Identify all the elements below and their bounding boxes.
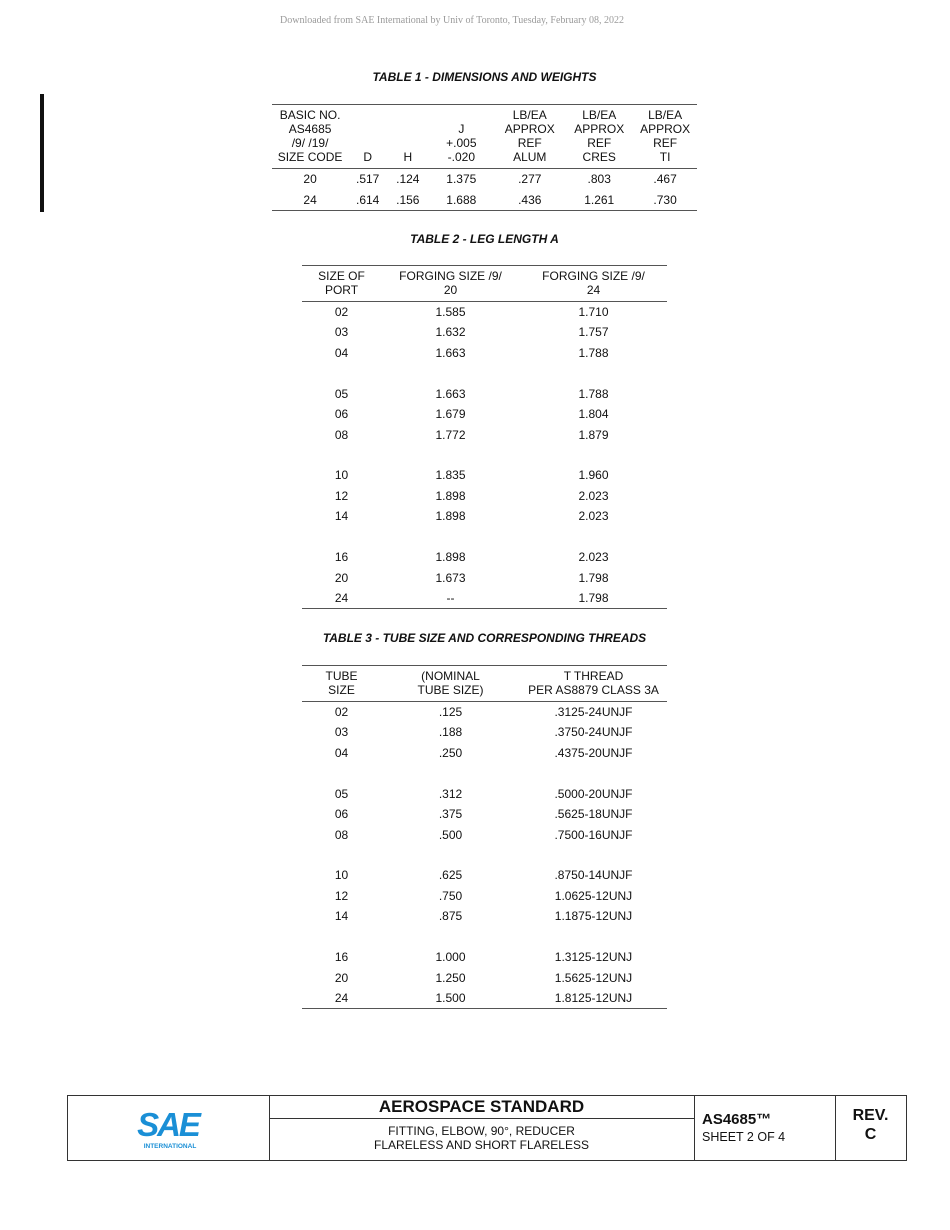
table-cell: 1.898 <box>435 488 466 503</box>
table-cell: 1.772 <box>435 427 466 442</box>
table-cell: 1.663 <box>435 345 466 360</box>
standard-label: AEROSPACE STANDARD <box>269 1096 694 1119</box>
table2-title: TABLE 2 - LEG LENGTH A <box>410 232 559 246</box>
table-cell: 06 <box>334 407 349 422</box>
table-cell: 1.673 <box>435 570 466 585</box>
table-cell: 2.023 <box>578 550 609 565</box>
table-cell: .625 <box>438 868 463 883</box>
rev-value: C <box>864 1126 877 1143</box>
sae-logo-subtext: INTERNATIONAL <box>143 1143 197 1150</box>
table-cell: .875 <box>438 909 463 924</box>
table-row <box>272 190 697 211</box>
table1-dimensions-weights <box>272 104 697 211</box>
table-cell: 1.879 <box>578 427 609 442</box>
table-cell: 24 <box>302 588 381 609</box>
table-row <box>302 886 667 906</box>
description-line-2: FLARELESS AND SHORT FLARELESS <box>374 1138 589 1152</box>
table-cell: 10 <box>334 468 349 483</box>
table-cell: 1.585 <box>435 305 466 319</box>
sheet-number: SHEET 2 OF 4 <box>702 1130 786 1144</box>
table-row <box>302 865 667 885</box>
table-cell: .4375-20UNJF <box>554 745 633 760</box>
table-row <box>302 343 667 363</box>
table-cell: 1.898 <box>435 509 466 524</box>
table1-header-size-code: BASIC NO. AS4685 /9/ /19/ SIZE CODE <box>272 105 348 169</box>
table-row <box>302 568 667 588</box>
table2-group-spacer <box>302 363 667 384</box>
table-row <box>302 425 667 445</box>
table-cell: .3125-24UNJF <box>554 705 633 719</box>
table-cell: 1.3125-12UNJ <box>554 950 633 965</box>
table-cell: 1.788 <box>578 386 609 401</box>
table3-header-thread: T THREAD PER AS8879 CLASS 3A <box>520 666 667 702</box>
table3-header-nominal: (NOMINAL TUBE SIZE) <box>381 666 520 702</box>
table-cell: 1.960 <box>578 468 609 483</box>
table-row <box>302 906 667 926</box>
table-cell: .8750-14UNJF <box>554 868 633 883</box>
table-row <box>302 743 667 763</box>
table-cell: 1.788 <box>578 345 609 360</box>
table-cell: 03 <box>334 725 349 740</box>
table-cell: 1.804 <box>578 407 609 422</box>
table-cell: 04 <box>334 345 349 360</box>
table-cell: 1.679 <box>435 407 466 422</box>
table1-header-alum: LB/EA APPROX REF ALUM <box>494 105 565 169</box>
table-cell: .5625-18UNJF <box>554 807 633 822</box>
table-row <box>302 465 667 485</box>
table-row <box>302 506 667 526</box>
table-cell: 12 <box>334 488 349 503</box>
table-cell: 03 <box>334 325 349 340</box>
title-block <box>67 1095 907 1161</box>
table-cell: 1.5625-12UNJ <box>554 970 633 985</box>
table-cell: 08 <box>334 427 349 442</box>
rev-label: REV. <box>852 1107 889 1124</box>
table-cell: .750 <box>438 888 463 903</box>
table-cell: 1.663 <box>435 386 466 401</box>
table-cell: .517 <box>356 172 380 186</box>
table-row <box>302 302 667 323</box>
table-cell: 2.023 <box>578 488 609 503</box>
table-cell: 16 <box>334 950 349 965</box>
table3-group-spacer <box>302 927 667 948</box>
table-row <box>302 702 667 723</box>
table2-header-forging-24: FORGING SIZE /9/ 24 <box>520 266 667 302</box>
table-cell: .125 <box>438 705 463 719</box>
table-row <box>302 968 667 988</box>
table-cell: 1.500 <box>381 988 520 1009</box>
table-cell: 1.261 <box>565 190 633 211</box>
table-cell: .500 <box>438 827 463 842</box>
sae-logo <box>68 1096 269 1160</box>
table-cell: .3750-24UNJF <box>554 725 633 740</box>
table-cell: .803 <box>587 172 611 186</box>
table2-header-forging-20: FORGING SIZE /9/ 20 <box>381 266 520 302</box>
table-cell: 20 <box>334 970 349 985</box>
table-cell: 06 <box>334 807 349 822</box>
table1-header-j: J +.005 -.020 <box>428 105 494 169</box>
doc-number: AS4685™ <box>702 1111 772 1128</box>
table-row <box>302 825 667 845</box>
table3-title: TABLE 3 - TUBE SIZE AND CORRESPONDING THREADS <box>322 631 647 645</box>
table-cell: 05 <box>334 786 349 801</box>
table-cell: 1.632 <box>435 325 466 340</box>
table-cell: 1.835 <box>435 468 466 483</box>
table-cell: 2.023 <box>578 509 609 524</box>
table-cell: 08 <box>334 827 349 842</box>
table-cell: .730 <box>633 190 697 211</box>
table3-header-tube-size: TUBE SIZE <box>302 666 381 702</box>
download-note: Downloaded from SAE International by Univ of Toronto, Tuesday, February 08, 2022 <box>280 15 624 26</box>
table2-header-port: SIZE OF PORT <box>302 266 381 302</box>
table-row <box>302 486 667 506</box>
table1-header-h: H <box>387 105 428 169</box>
table-cell: 05 <box>334 386 349 401</box>
table-row <box>302 784 667 804</box>
table-row <box>302 384 667 404</box>
table-cell: 14 <box>334 509 349 524</box>
table-cell: 1.250 <box>435 970 466 985</box>
sae-logo-mark: SAE <box>137 1106 199 1143</box>
table-row <box>302 547 667 567</box>
table-cell: 1.8125-12UNJ <box>520 988 667 1009</box>
table-cell: 1.757 <box>578 325 609 340</box>
table1-header-cres: LB/EA APPROX REF CRES <box>565 105 633 169</box>
table-cell: .277 <box>518 172 542 186</box>
table-cell: 24 <box>302 988 381 1009</box>
table-cell: 16 <box>334 550 349 565</box>
table-cell: 04 <box>334 745 349 760</box>
table2-group-spacer <box>302 527 667 548</box>
table3-group-spacer <box>302 845 667 866</box>
table-cell: 20 <box>303 172 317 186</box>
table-cell: 14 <box>334 909 349 924</box>
title-middle-cell <box>269 1096 695 1160</box>
table-row <box>302 322 667 342</box>
table-cell: 1.798 <box>578 570 609 585</box>
table-cell: .5000-20UNJF <box>554 786 633 801</box>
table-row <box>302 988 667 1009</box>
revision-cell <box>835 1096 906 1160</box>
table-cell: 24 <box>272 190 348 211</box>
table-cell: .7500-16UNJF <box>554 827 633 842</box>
description-line-1: FITTING, ELBOW, 90°, REDUCER <box>388 1124 575 1138</box>
table1-header-ti: LB/EA APPROX REF TI <box>633 105 697 169</box>
table-cell: 10 <box>334 868 349 883</box>
table-row <box>302 588 667 609</box>
table-cell: .156 <box>387 190 428 211</box>
table2-group-spacer <box>302 445 667 466</box>
table1-header-d: D <box>348 105 387 169</box>
table-row <box>272 169 697 190</box>
table-cell: 1.375 <box>446 172 477 186</box>
sae-logo-cell <box>68 1096 270 1160</box>
table-row <box>302 722 667 742</box>
table-cell: .312 <box>438 786 463 801</box>
table-row <box>302 947 667 967</box>
table-cell: .124 <box>396 172 420 186</box>
table-cell: 02 <box>334 305 349 319</box>
table-cell: 1.688 <box>428 190 494 211</box>
table-cell: 1.000 <box>435 950 466 965</box>
table-row <box>302 804 667 824</box>
table-row <box>302 404 667 424</box>
table-cell: -- <box>381 588 520 609</box>
table3-group-spacer <box>302 763 667 784</box>
table-cell: .467 <box>653 172 677 186</box>
table-cell: .250 <box>438 745 463 760</box>
table-cell: .188 <box>438 725 463 740</box>
table2-leg-length <box>302 265 667 609</box>
table-cell: 20 <box>334 570 349 585</box>
table-cell: 12 <box>334 888 349 903</box>
table1-title: TABLE 1 - DIMENSIONS AND WEIGHTS <box>372 70 597 84</box>
table-cell: 1.798 <box>520 588 667 609</box>
doc-number-cell <box>694 1096 836 1160</box>
table-cell: 1.1875-12UNJ <box>554 909 633 924</box>
table-cell: .614 <box>348 190 387 211</box>
table-cell: 1.898 <box>435 550 466 565</box>
revision-change-bar <box>40 94 44 212</box>
table3-tube-threads <box>302 665 667 1009</box>
table-cell: 1.710 <box>578 305 609 319</box>
table-cell: 1.0625-12UNJ <box>554 888 633 903</box>
table-cell: 02 <box>334 705 349 719</box>
table-cell: .375 <box>438 807 463 822</box>
table-cell: .436 <box>494 190 565 211</box>
